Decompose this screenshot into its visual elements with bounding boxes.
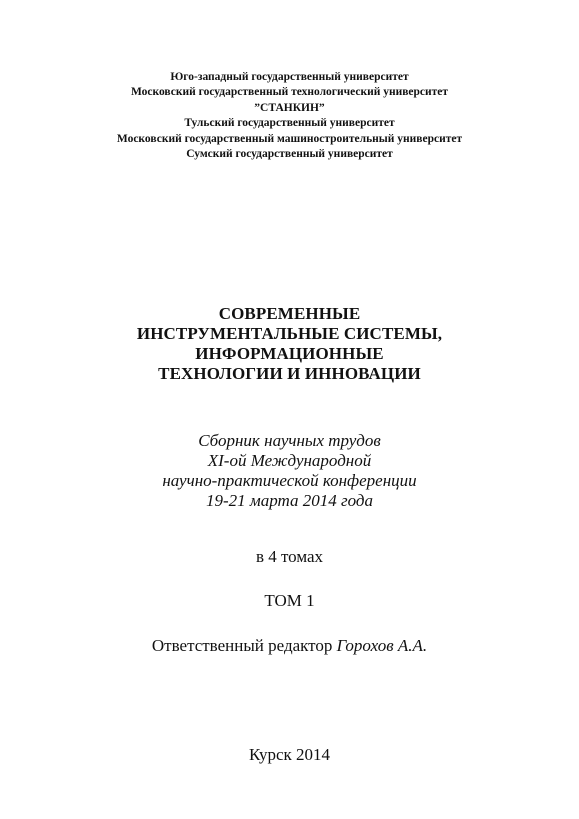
universities-list: [0, 70, 579, 162]
responsible-editor: [0, 636, 579, 656]
editor-label: Ответственный редактор: [151, 636, 333, 655]
university-line: Тульский государственный университет: [184, 117, 395, 130]
subtitle-line: Сборник научных трудов: [198, 431, 381, 450]
title-line: СОВРЕМЕННЫЕ: [218, 304, 361, 323]
university-line: Московский государственный машиностроительный университет: [116, 132, 463, 145]
volume-number: ТОМ 1: [264, 591, 315, 610]
book-subtitle: [0, 431, 579, 511]
volumes-count: в 4 томах: [255, 547, 324, 566]
university-line: Юго-западный государственный университет: [170, 71, 409, 83]
university-line: Сумский государственный университет: [186, 148, 393, 161]
title-line: ТЕХНОЛОГИИ И ИННОВАЦИИ: [158, 364, 421, 383]
university-line: Московский государственный технологический университет: [130, 86, 449, 99]
editor-name: Горохов А.А.: [336, 636, 428, 655]
subtitle-line: 19-21 марта 2014 года: [205, 491, 374, 510]
subtitle-line: научно-практической конференции: [162, 471, 417, 490]
title-line: ИНСТРУМЕНТАЛЬНЫЕ СИСТЕМЫ,: [136, 324, 443, 343]
book-title: [0, 304, 579, 384]
title-line: ИНФОРМАЦИОННЫЕ: [195, 344, 384, 363]
city-year: Курск 2014: [248, 745, 331, 764]
subtitle-line: XI-ой Международной: [207, 451, 372, 470]
university-line: ”СТАНКИН”: [254, 101, 325, 114]
